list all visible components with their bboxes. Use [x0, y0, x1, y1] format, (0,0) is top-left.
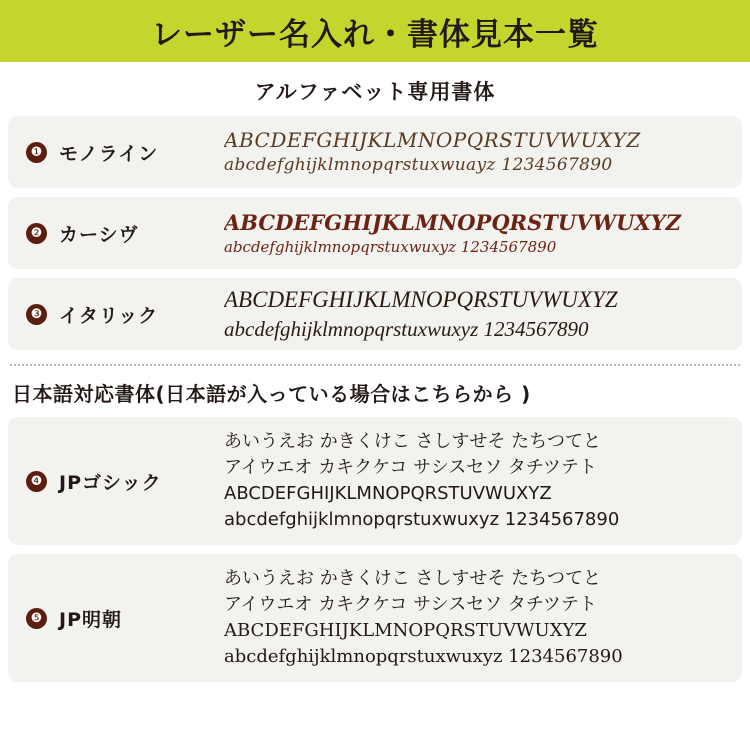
- font-label: [12, 139, 224, 166]
- sample-line-uppercase: ABCDEFGHIJKLMNOPQRSTUVWUXYZ: [224, 620, 587, 641]
- sample-line-lowercase: abcdefghijklmnopqrstuxwuxyz 1234567890: [224, 646, 623, 668]
- page-header: [0, 0, 750, 62]
- list-item[interactable]: [8, 417, 742, 545]
- font-name: イタリック: [59, 304, 159, 327]
- alphabet-font-list: [0, 116, 750, 350]
- list-item[interactable]: [8, 278, 742, 350]
- japanese-font-list: [0, 417, 750, 682]
- sample-line-lowercase: abcdefghijklmnopqrstuxwuxyz 1234567890: [224, 317, 589, 342]
- section-divider: [10, 364, 740, 366]
- sample-line-katakana: アイウエオ カキクケコ サシスセソ タチツテト: [224, 593, 597, 615]
- font-label: [12, 301, 224, 328]
- number-badge: ❷: [26, 223, 47, 244]
- sample-line-uppercase: ABCDEFGHIJKLMNOPQRSTUVWUXYZ: [224, 209, 682, 235]
- sample-line-lowercase: abcdefghijklmnopqrstuxwuxyz 1234567890: [224, 509, 620, 531]
- number-badge: ❸: [26, 304, 47, 325]
- sample-line-uppercase: ABCDEFGHIJKLMNOPQRSTUVWUXYZ: [224, 483, 552, 504]
- sample-line-lowercase: abcdefghijklmnopqrstuxwuayz 1234567890: [224, 155, 613, 176]
- font-label: [12, 468, 224, 495]
- number-badge: ❶: [26, 142, 47, 163]
- font-sample: [224, 566, 738, 670]
- font-label: [12, 220, 224, 247]
- sample-line-hiragana: あいうえお かきくけこ さしすせそ たちつてと: [224, 567, 601, 589]
- font-name: カーシヴ: [59, 223, 139, 246]
- font-name: モノライン: [59, 142, 159, 165]
- font-sample: [224, 209, 738, 258]
- sample-line-uppercase: ABCDEFGHIJKLMNOPQRSTUVWUXYZ: [224, 128, 641, 153]
- sample-line-lowercase: abcdefghijklmnopqrstuxwuxyz 1234567890: [224, 238, 557, 257]
- list-item[interactable]: [8, 116, 742, 188]
- font-name: JPゴシック: [59, 471, 162, 494]
- section-title-alphabet: アルファベット専用書体: [254, 80, 496, 104]
- font-sample: [224, 127, 738, 177]
- font-name: JP明朝: [59, 608, 122, 631]
- number-badge: ❺: [26, 608, 47, 629]
- font-sample: [224, 284, 738, 343]
- sample-line-katakana: アイウエオ カキクケコ サシスセソ タチツテト: [224, 456, 597, 478]
- section-title-japanese: 日本語対応書体(日本語が入っている場合はこちらから ): [12, 382, 531, 406]
- list-item[interactable]: [8, 197, 742, 269]
- font-label: [12, 605, 224, 632]
- list-item[interactable]: [8, 554, 742, 682]
- sample-line-uppercase: ABCDEFGHIJKLMNOPQRSTUVWUXYZ: [224, 287, 618, 313]
- font-sample: [224, 429, 738, 533]
- sample-line-hiragana: あいうえお かきくけこ さしすせそ たちつてと: [224, 430, 601, 452]
- number-badge: ❹: [26, 471, 47, 492]
- page-title: レーザー名入れ・書体見本一覧: [151, 16, 599, 53]
